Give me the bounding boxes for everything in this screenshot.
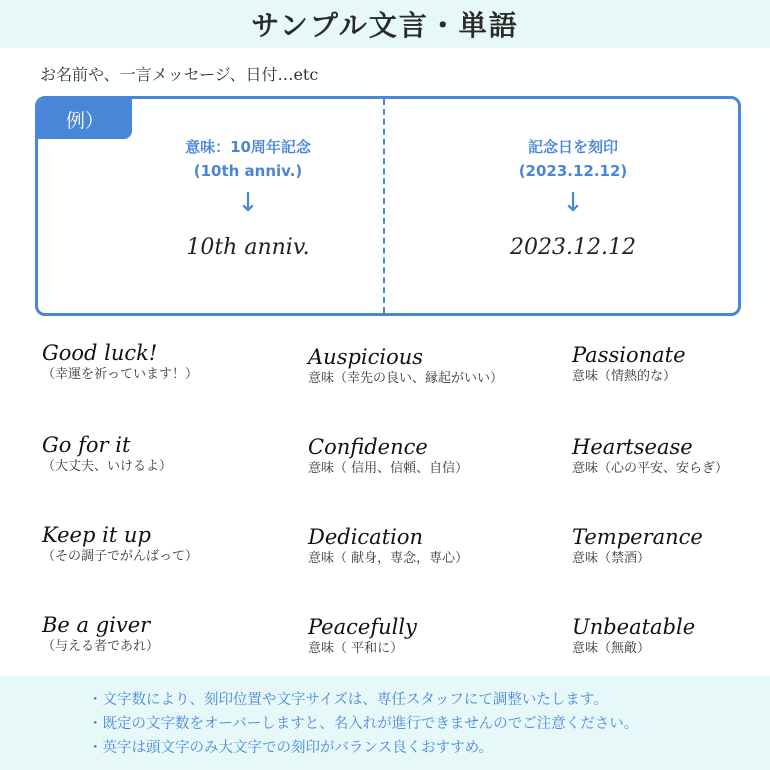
word-english: Heartsease [572,435,693,459]
example-left-label-2: (10th anniv.) [193,162,303,180]
word-meaning: （与える者であれ） [42,639,160,654]
word-meaning: （その調子でがんばって） [42,549,199,564]
example-right [443,135,703,260]
example-right-label-2: (2023.12.12) [518,162,628,180]
example-tab: 例） [38,99,132,139]
word-item [42,432,172,476]
intro-text: お名前や、一言メッセージ、日付…etc [40,65,319,84]
note-item: ・既定の文字数をオーバーしますと、名入れが進行できませんのでご注意ください。 [88,716,639,732]
example-left [118,135,378,260]
example-box [35,96,741,316]
word-english: Dedication [308,525,424,549]
note-item: ・文字数により、刻印位置や文字サイズは、専任スタッフにて調整いたします。 [88,692,608,708]
note-item: ・英字は頭文字のみ大文字での刻印がバランス良くおすすめ。 [88,740,494,756]
word-english: Auspicious [308,345,424,369]
word-english: Peacefully [308,615,417,639]
word-item [572,524,703,568]
example-divider [383,99,385,313]
example-left-label-1: 意味：10周年記念 [185,138,311,156]
word-grid [40,340,760,670]
word-item [572,614,695,658]
word-item [572,434,728,478]
example-right-label-1: 記念日を刻印 [527,138,618,156]
word-english: Be a giver [42,613,151,637]
word-item [42,522,198,566]
word-meaning: （大丈夫、いけるよ） [42,459,173,474]
arrow-down-icon: ↓ [237,188,259,218]
word-item [572,342,686,386]
word-meaning: 意味（心の平安、安らぎ） [572,461,729,476]
word-item [308,524,468,568]
word-english: Temperance [572,525,703,549]
word-meaning: 意味（ 信用、信頼、自信） [308,461,469,476]
word-english: Keep it up [42,523,151,547]
page-title: サンプル文言・単語 [251,9,519,42]
word-item [42,612,159,656]
example-left-result: 10th anniv. [186,235,310,260]
word-english: Passionate [572,343,686,367]
notes-footer [0,676,770,770]
word-meaning: 意味（禁酒） [572,551,651,566]
word-english: Unbeatable [572,615,696,639]
word-english: Confidence [308,435,428,459]
example-right-result: 2023.12.12 [510,235,636,260]
word-english: Good luck! [42,341,158,365]
word-meaning: 意味（ 平和に） [308,641,404,656]
word-item [42,340,198,384]
word-english: Go for it [42,433,131,457]
word-meaning: 意味（ 献身，専念，専心） [308,551,469,566]
word-meaning: 意味（情熱的な） [572,369,677,384]
word-meaning: （幸運を祈っています！） [42,367,199,382]
arrow-down-icon: ↓ [562,188,584,218]
word-meaning: 意味（幸先の良い、縁起がいい） [308,371,504,386]
page-header [0,0,770,48]
word-item [308,434,468,478]
word-item [308,614,417,658]
word-meaning: 意味（無敵） [572,641,651,656]
word-item [308,344,503,388]
